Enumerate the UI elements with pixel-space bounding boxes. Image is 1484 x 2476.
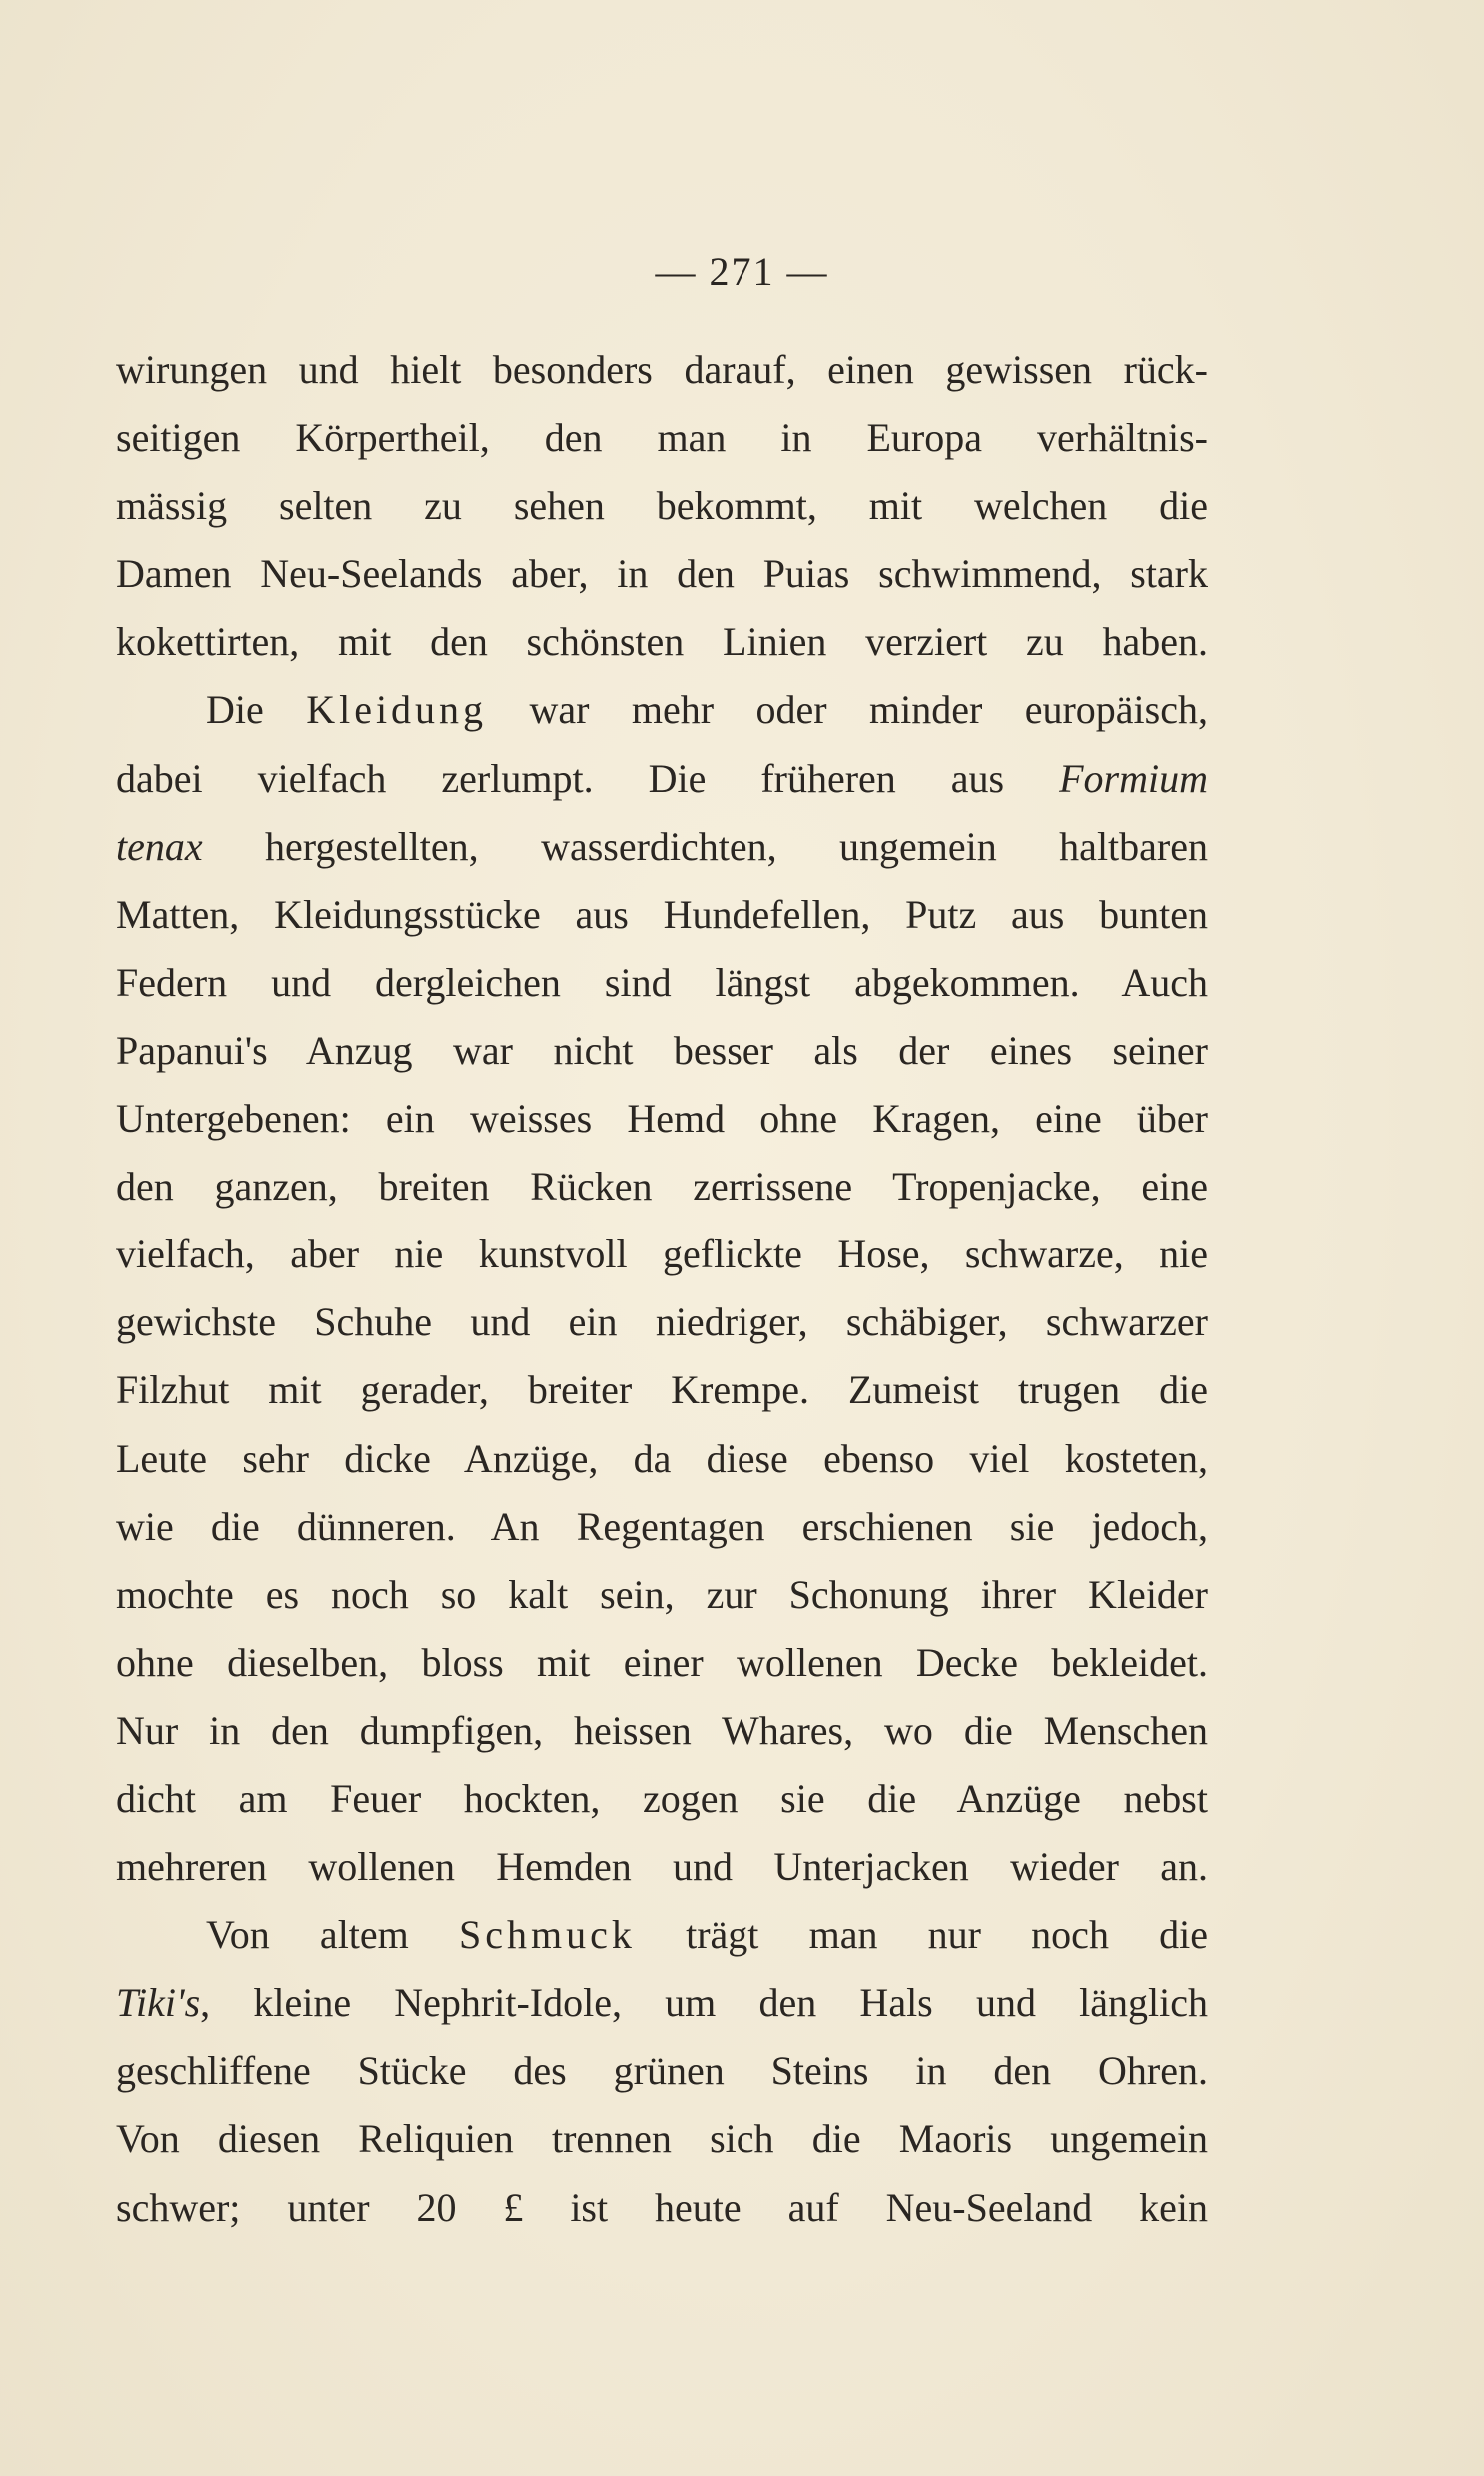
text-segment: wirungen und hielt besonders darauf, einen gewissen rück-: [116, 347, 1208, 392]
text-line: [116, 881, 1208, 949]
emphasized-term: Schmuck: [459, 1912, 636, 1958]
text-segment: , kleine Nephrit-Idole, um den Hals und länglich: [200, 1980, 1208, 2026]
text-line: [116, 404, 1208, 472]
text-line: [116, 1629, 1208, 1697]
text-line: [116, 1153, 1208, 1221]
italic-term: Tiki's: [116, 1980, 201, 2026]
text-segment: Damen Neu-Seelands aber, in den Puias schwimmend, stark: [116, 551, 1208, 597]
text-segment: dabei vielfach zerlumpt. Die früheren aus: [116, 755, 1060, 801]
text-line: [116, 1221, 1208, 1288]
text-segment: Nur in den dumpfigen, heissen Whares, wo die Menschen: [116, 1707, 1208, 1753]
text-segment: war mehr oder minder europäisch,: [487, 687, 1208, 733]
text-segment: trägt man nur noch die: [635, 1912, 1208, 1958]
text-line: [116, 2105, 1208, 2173]
text-segment: Filzhut mit gerader, breiter Krempe. Zumeist trugen die: [116, 1367, 1208, 1413]
page-number-header: — 271 —: [655, 249, 829, 294]
text-line: [116, 1085, 1208, 1153]
italic-term: Formium: [1059, 755, 1208, 801]
text-segment: Von diesen Reliquien trennen sich die Maoris ungemein: [116, 2116, 1208, 2162]
text-line: [116, 1288, 1208, 1356]
text-segment: dicht am Feuer hockten, zogen sie die Anzüge nebst: [116, 1775, 1208, 1821]
text-line: [116, 1493, 1208, 1561]
text-segment: den ganzen, breiten Rücken zerrissene Tropenjacke, eine: [116, 1164, 1208, 1210]
italic-term: tenax: [116, 823, 203, 869]
text-segment: Die: [206, 687, 307, 733]
text-segment: mehreren wollenen Hemden und Unterjacken wieder an.: [116, 1844, 1208, 1890]
text-line: [116, 472, 1208, 540]
text-line: [116, 1561, 1208, 1629]
text-line: [116, 2174, 1208, 2242]
text-segment: geschliffene Stücke des grünen Steins in den Ohren.: [116, 2048, 1208, 2094]
text-segment: hergestellten, wasserdichten, ungemein haltbaren: [202, 823, 1208, 869]
text-segment: schwer; unter 20 £ ist heute auf Neu-Seeland kein: [116, 2184, 1208, 2230]
text-segment: seitigen Körpertheil, den man in Europa verhältnis-: [116, 415, 1208, 461]
text-segment: Papanui's Anzug war nicht besser als der eines seiner: [116, 1027, 1208, 1073]
emphasized-term: Kleidung: [306, 687, 488, 733]
text-segment: Federn und dergleichen sind längst abgekommen. Auch: [116, 959, 1208, 1005]
text-line: [116, 1901, 1208, 1969]
text-line: [116, 1833, 1208, 1901]
text-line: [116, 1356, 1208, 1424]
text-segment: ohne dieselben, bloss mit einer wollenen Decke bekleidet.: [116, 1639, 1208, 1685]
text-line: [116, 949, 1208, 1017]
text-segment: Leute sehr dicke Anzüge, da diese ebenso viel kosteten,: [116, 1435, 1208, 1481]
text-segment: Untergebenen: ein weisses Hemd ohne Kragen, eine über: [116, 1096, 1208, 1142]
text-segment: wie die dünneren. An Regentagen erschienen sie jedoch,: [116, 1503, 1208, 1549]
text-line: [116, 1765, 1208, 1833]
text-segment: Matten, Kleidungsstücke aus Hundefellen, Putz aus bunten: [116, 891, 1208, 937]
text-segment: mochte es noch so kalt sein, zur Schonung ihrer Kleider: [116, 1571, 1208, 1617]
text-segment: Von altem: [206, 1912, 459, 1958]
text-segment: vielfach, aber nie kunstvoll geflickte Hose, schwarze, nie: [116, 1232, 1208, 1277]
text-line: [116, 608, 1208, 676]
text-segment: mässig selten zu sehen bekommt, mit welchen die: [116, 483, 1208, 529]
text-line: [116, 1697, 1208, 1765]
text-line: [116, 813, 1208, 881]
text-line: [116, 1017, 1208, 1085]
text-segment: gewichste Schuhe und ein niedriger, schäbiger, schwarzer: [116, 1299, 1208, 1345]
text-line: [116, 1425, 1208, 1493]
text-line: [116, 540, 1208, 608]
text-segment: kokettirten, mit den schönsten Linien verziert zu haben.: [116, 619, 1208, 665]
text-line: [116, 1969, 1208, 2037]
body-text: [116, 336, 1208, 2242]
text-line: [116, 2037, 1208, 2105]
text-line: [116, 745, 1208, 813]
text-line: [116, 336, 1208, 404]
text-line: [116, 676, 1208, 744]
